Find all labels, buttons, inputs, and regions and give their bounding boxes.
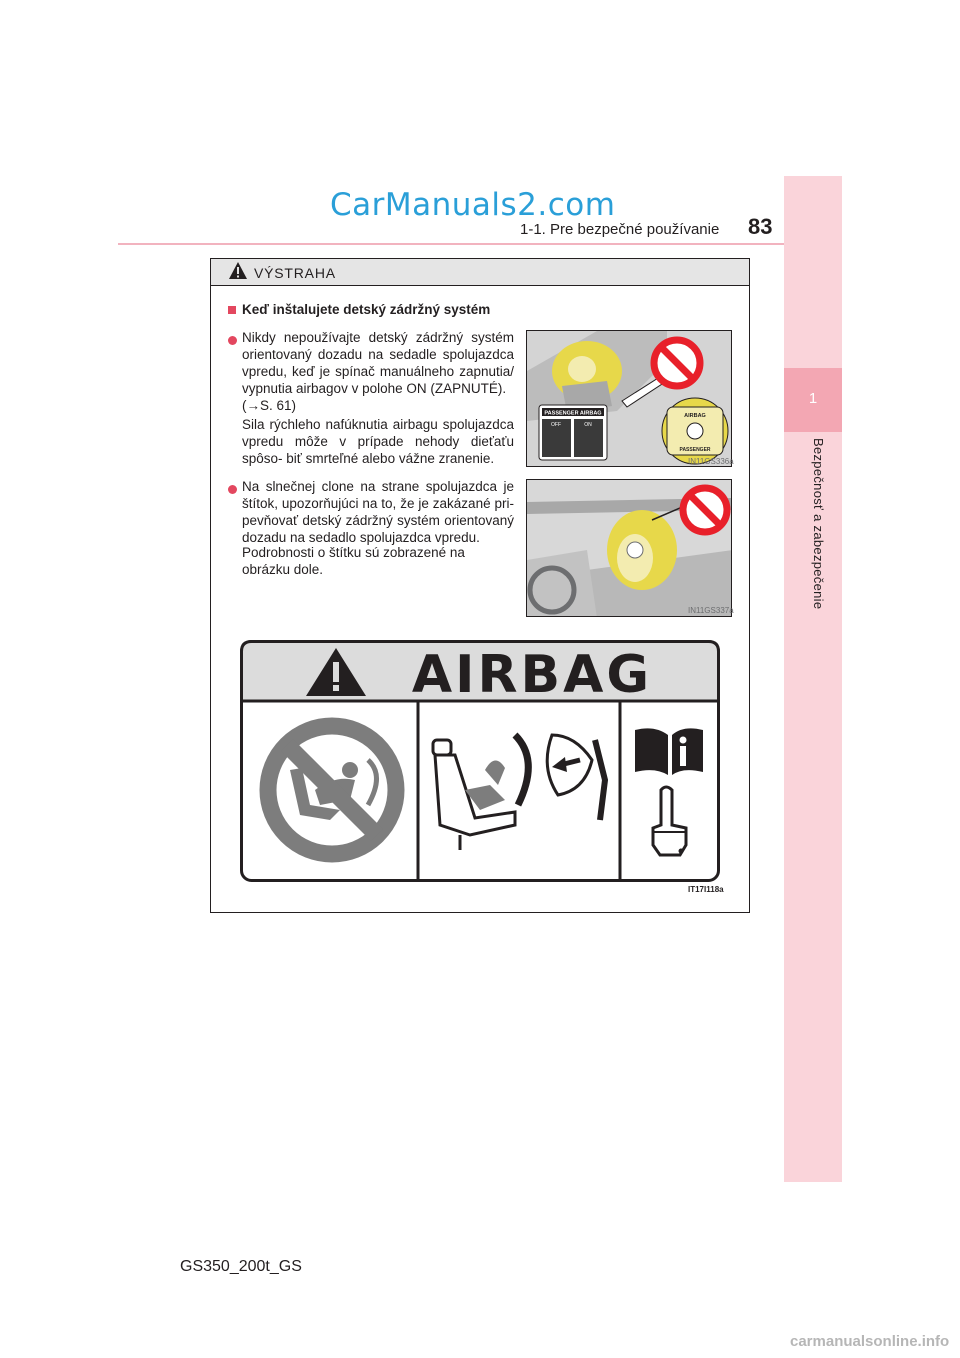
warning-label: VÝSTRAHA <box>254 265 336 281</box>
image-code-2: IN11GS337a <box>688 606 734 615</box>
bullet-dot-icon <box>228 336 237 345</box>
image-code-1: IN11GS336a <box>688 457 734 466</box>
footer-model-code: GS350_200t_GS <box>180 1258 302 1275</box>
header-divider <box>118 243 842 245</box>
section-title: 1-1. Pre bezpečné používanie <box>520 221 720 238</box>
item-1-reference: (→S. 61) <box>242 398 297 413</box>
subheading-text: Keď inštalujete detský zádržný systém <box>242 302 491 317</box>
on-label: ON <box>584 422 592 428</box>
passenger-airbag-label: PASSENGER AIRBAG <box>544 410 602 417</box>
footer-watermark[interactable]: carmanualsonline.info <box>790 1333 950 1350</box>
image-code-3: IT17I118a <box>688 885 724 894</box>
bullet-dot-icon <box>228 485 237 494</box>
sun-visor-airbag-illustration <box>526 479 732 617</box>
passenger-switch-label: PASSENGER <box>679 447 711 453</box>
airbag-warning-label <box>240 640 720 882</box>
watermark-logo[interactable]: CarManuals2.com <box>330 187 616 223</box>
chapter-number: 1 <box>808 390 818 407</box>
page-number: 83 <box>748 214 773 239</box>
warning-triangle-icon <box>228 261 248 281</box>
item-2-note: Podrobnosti o štítku sú zobrazené na obrázku dole. <box>242 545 465 577</box>
item-1-text: Nikdy nepoužívajte detský zádržný systém orientovaný dozadu na sedadle spolujazdca vpredu, keď je spínač manuálneho zapnutia/ vypnutia airbagov v polohe ON (ZAPNUTÉ). <box>242 330 514 396</box>
item-1-note: Sila rýchleho nafúknutia airbagu spolujazdca vpredu môže v prípade nehody dieťaťu spôso- biť smrteľné alebo vážne zranenie. <box>242 417 514 466</box>
airbag-label-title: AIRBAG <box>411 645 653 705</box>
chapter-side-tab <box>784 176 842 1182</box>
chapter-title: Bezpečnosť a zabezpečenie <box>811 438 826 610</box>
square-bullet-icon <box>228 306 236 314</box>
item-2-text: Na slnečnej clone na strane spolujazdca je štítok, upozorňujúci na to, že je zakázané pri- pevňovať detský zádržný systém orientovaný dozadu na sedadlo spolujazdca vpredu. <box>242 479 514 545</box>
off-label: OFF <box>551 422 561 428</box>
airbag-switch-label: AIRBAG <box>684 413 706 419</box>
airbag-switch-illustration <box>526 330 732 467</box>
warning-subheading <box>228 302 490 317</box>
